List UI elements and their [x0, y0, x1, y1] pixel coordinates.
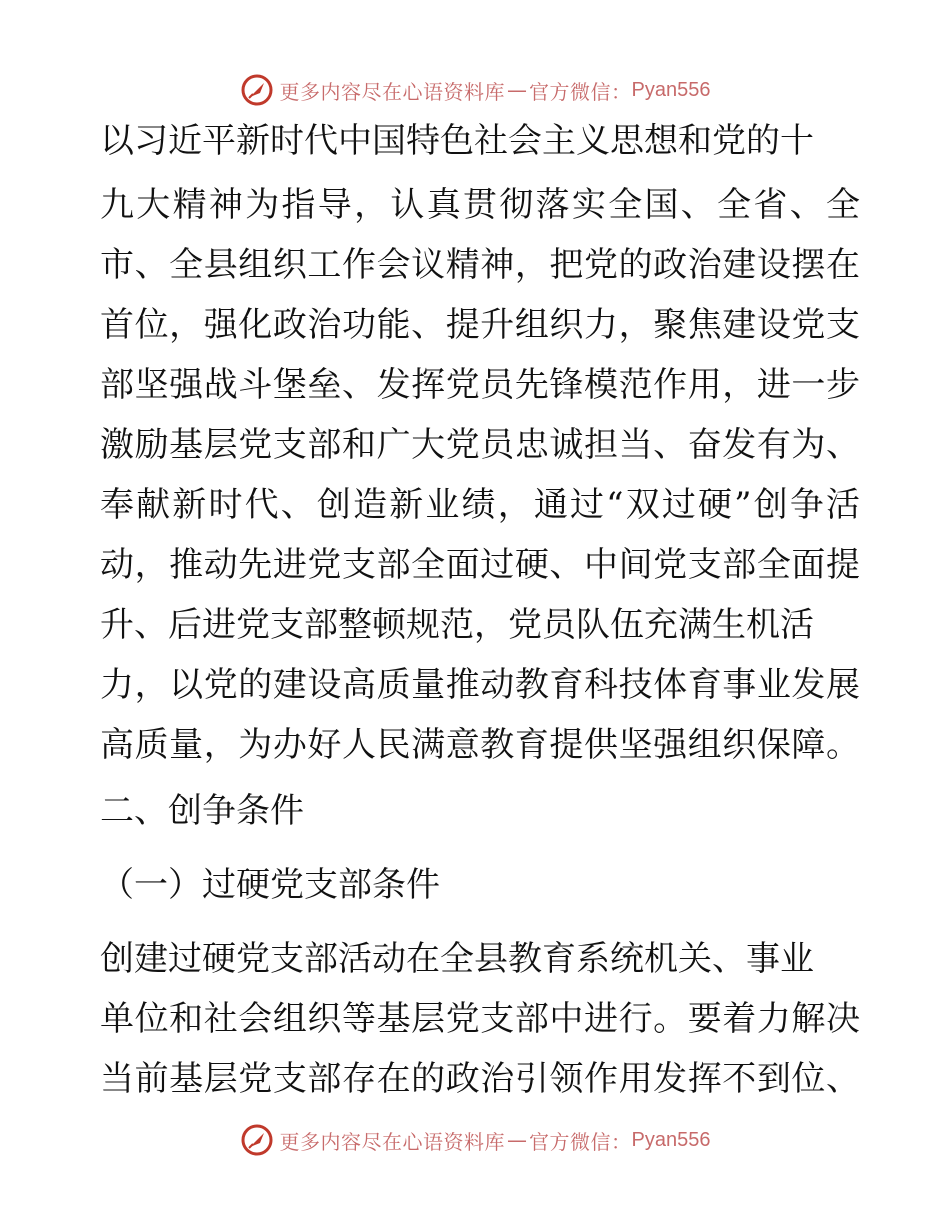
text-line: 升、后进党支部整顿规范，党员队伍充满生机活: [100, 605, 814, 645]
subsection-heading: （一）过硬党支部条件: [100, 865, 440, 905]
text-line: 当前基层党支部存在的政治引领作用发挥不到位、: [100, 1059, 860, 1099]
text-line: 动，推动先进党支部全面过硬、中间党支部全面提: [100, 545, 860, 585]
text-line: 九大精神为指导，认真贯彻落实全国、全省、全: [100, 185, 860, 225]
text-line: 奉献新时代、创造新业绩，通过“双过硬”创争活: [100, 485, 860, 525]
text-line: 创建过硬党支部活动在全县教育系统机关、事业: [100, 939, 814, 979]
watermark-label: 官方微信：: [529, 79, 632, 104]
text-line: 部坚强战斗堡垒、发挥党员先锋模范作用，进一步: [100, 365, 860, 405]
text-line: 首位，强化政治功能、提升组织力，聚焦建设党支: [100, 305, 860, 345]
watermark-separator: —: [507, 1128, 528, 1152]
watermark-id: Pyan556: [631, 1128, 711, 1151]
text-line: 高质量，为办好人民满意教育提供坚强组织保障。: [100, 725, 860, 765]
watermark-text: 更多内容尽在心语资料库: [279, 1129, 506, 1154]
text-line: 力，以党的建设高质量推动教育科技体育事业发展: [100, 665, 860, 705]
text-line: 以习近平新时代中国特色社会主义思想和党的十: [100, 121, 814, 161]
text-line: 激励基层党支部和广大党员忠诚担当、奋发有为、: [100, 425, 860, 465]
text-line: 市、全县组织工作会议精神，把党的政治建设摆在: [100, 245, 860, 285]
quill-logo-icon: [240, 1123, 274, 1157]
section-heading: 二、创争条件: [100, 791, 304, 831]
watermark-label: 官方微信：: [529, 1129, 632, 1154]
watermark-text: 更多内容尽在心语资料库: [279, 79, 506, 104]
watermark-id: Pyan556: [631, 78, 711, 101]
text-line: 单位和社会组织等基层党支部中进行。要着力解决: [100, 999, 860, 1039]
quill-logo-icon: [240, 73, 274, 107]
watermark-separator: —: [507, 78, 528, 102]
footer-watermark: [0, 1122, 950, 1158]
header-watermark: [0, 72, 950, 108]
